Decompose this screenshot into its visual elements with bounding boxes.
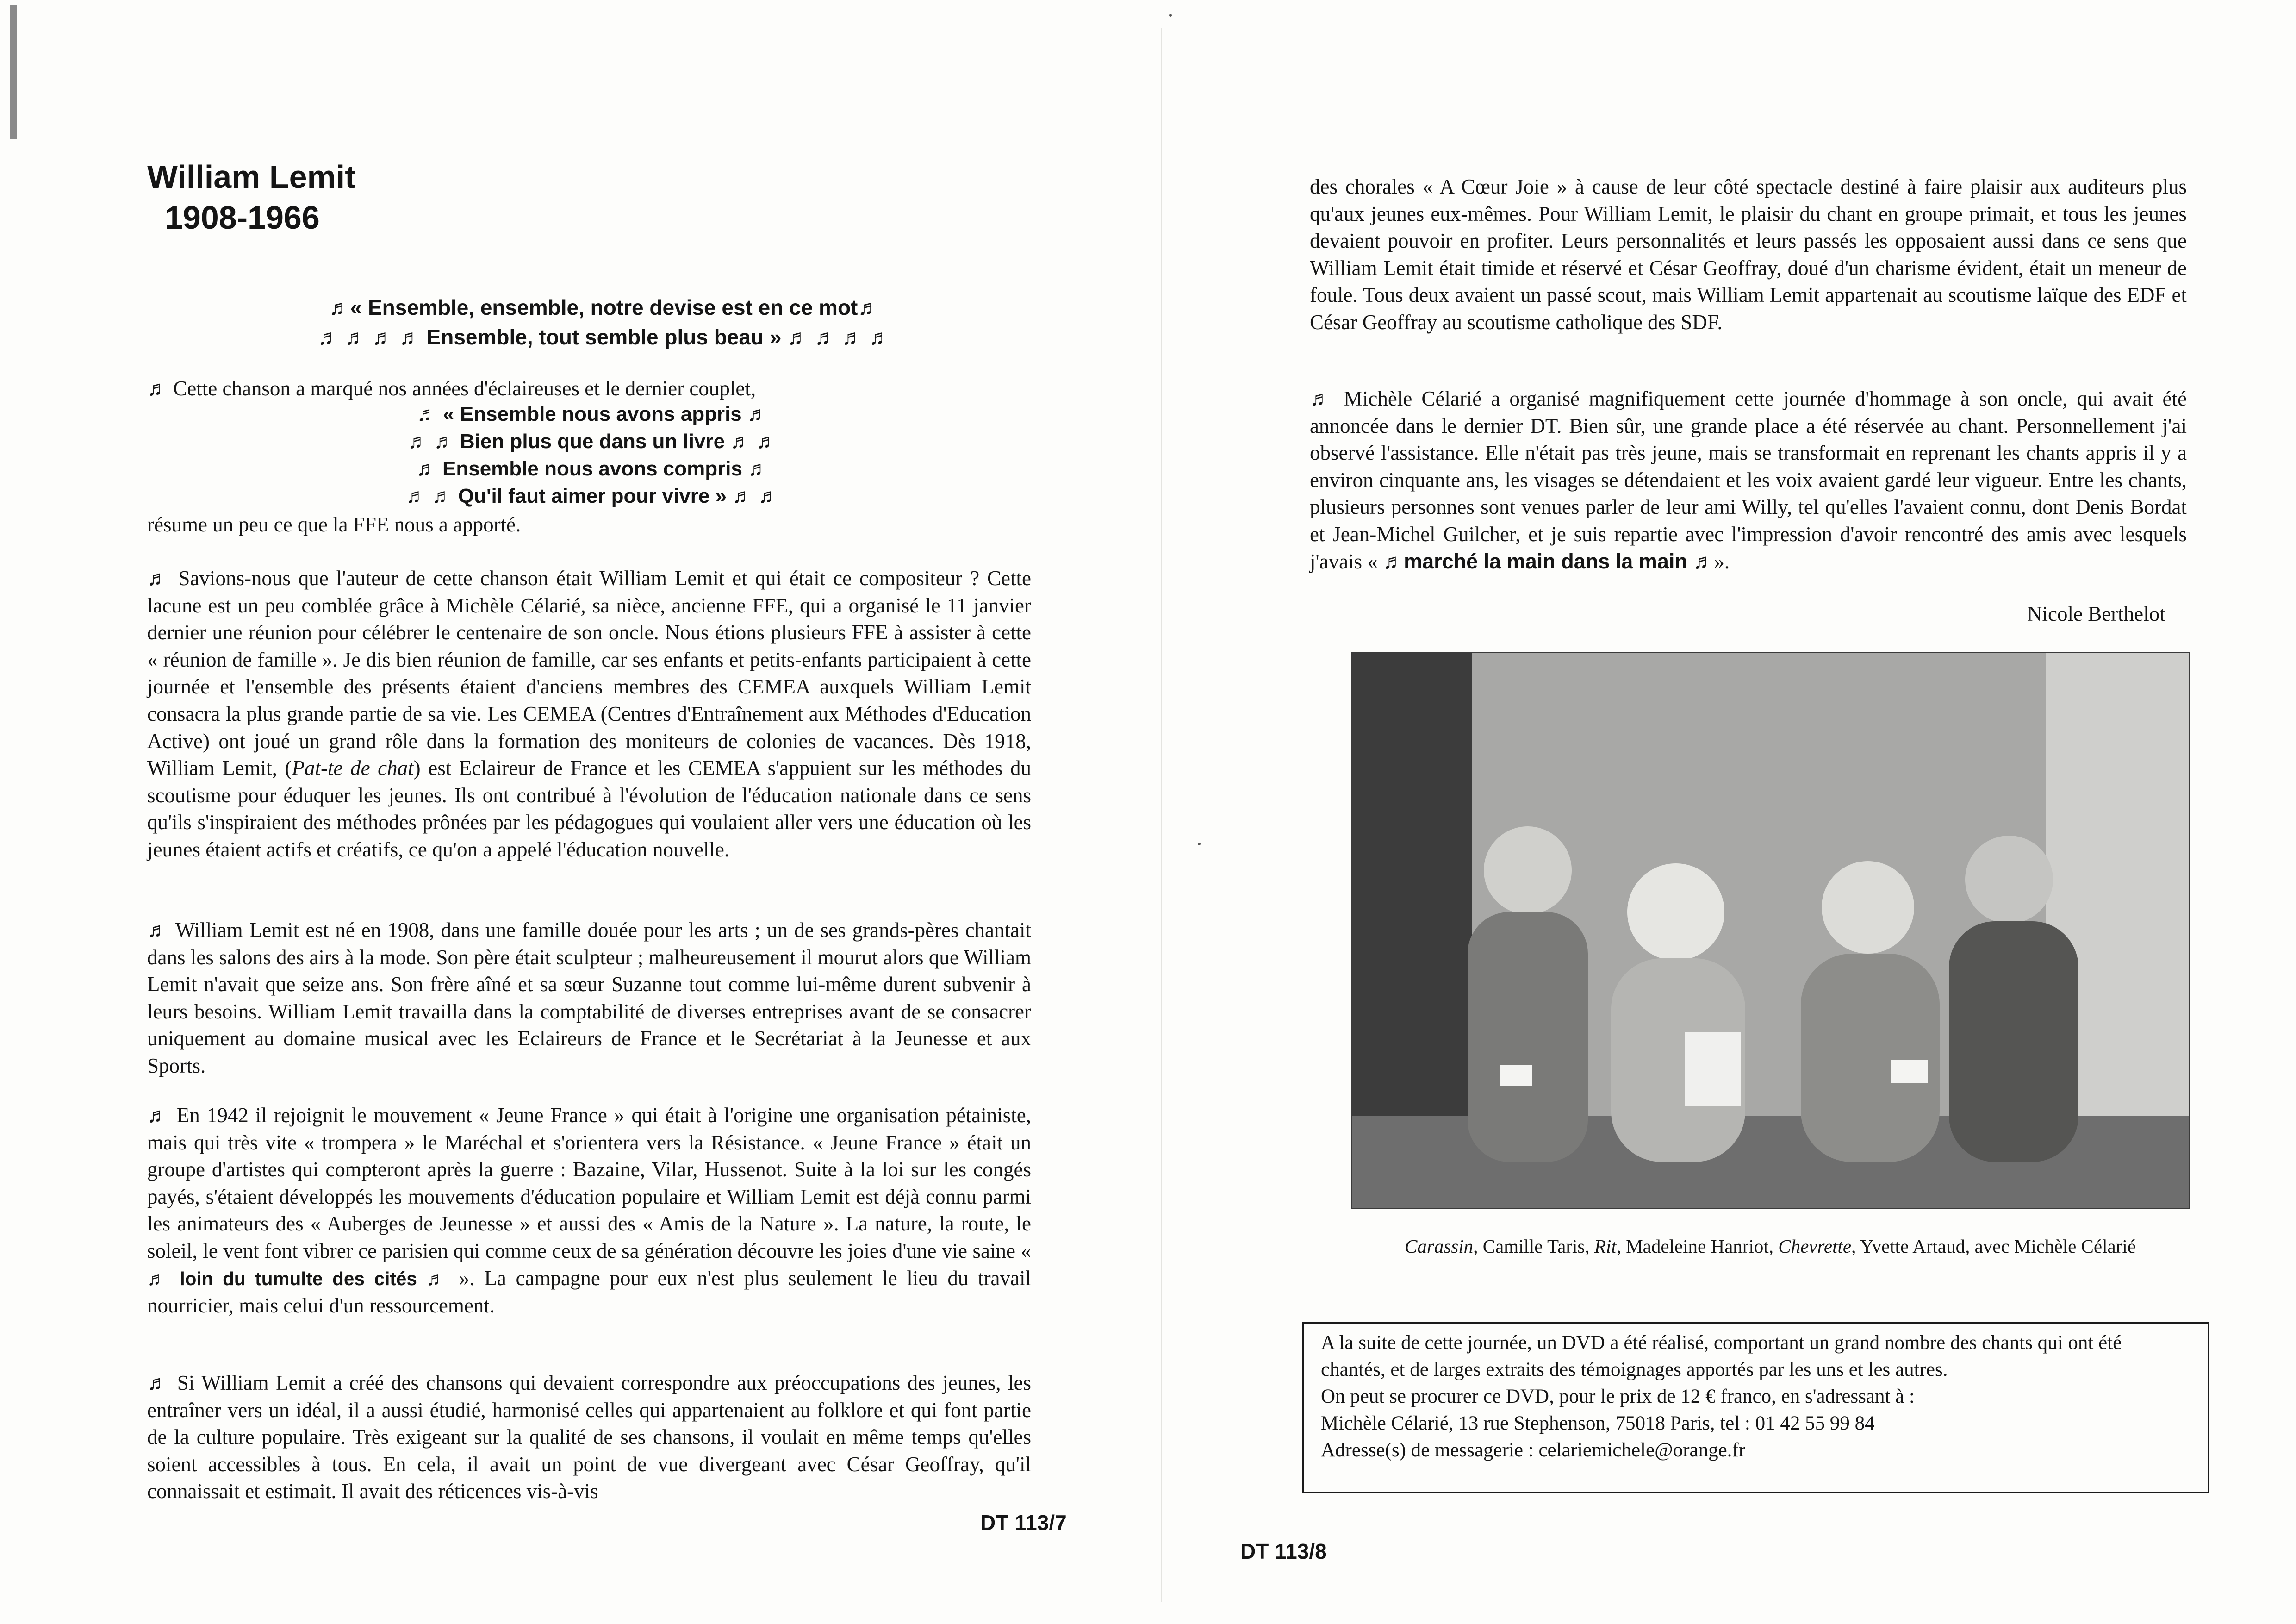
paragraph-choirs [1310,173,2187,336]
caption-text: , Yvette Artaud, avec Michèle Célarié [1851,1236,2136,1257]
intro-line: ♬ Cette chanson a marqué nos années d'éclaireuses et le dernier couplet, [147,377,756,400]
title-name: William Lemit [147,159,356,195]
paragraph-text: des chorales « A Cœur Joie » à cause de leur côté spectacle destiné à faire plaisir aux auditeurs plus qu'aux jeunes eux-mêmes. Pour William Lemit, le plaisir du chant en groupe primait, et tous les jeunes devaient pouvoir en profiter. Leurs personnalités et leurs passés les opposaient aussi dans ce sens que William Lemit était timide et réservé et César Geoffray, doué d'un charisme évident, était un meneur de foule. Tous deux avaient un passé scout, mais William Lemit appartenait au scoutisme laïque des EDF et César Geoffray au scoutisme catholique des SDF. [1310,175,2187,334]
paragraph-biography [147,917,1031,1080]
verse-line: ♬ « Ensemble nous avons appris ♬ [417,403,768,425]
paragraph-jeune-france [147,1102,1031,1319]
paragraph-text: ♬ William Lemit est né en 1908, dans une famille douée pour les arts ; un de ses grands-pères chantait dans les salons des airs à la mode. Son père était sculpteur ; malheureusement il mourut alors que William Lemit n'avait que seize ans. Son frère aîné et sa sœur Suzanne tout comme lui-même durent subvenir à leurs besoins. William Lemit travailla dans la comptabilité de diverses entreprises avant de se consacrer uniquement au domaine musical avec les Eclaireurs de France et le Secrétariat à la Jeunesse et aux Sports. [147,918,1031,1077]
paragraph-homage [1310,385,2187,575]
page-fold [1161,28,1162,1602]
dvd-contact-email: Adresse(s) de messagerie : celariemichele@orange.fr [1321,1439,1746,1461]
verse-line: ♬ ♬ Bien plus que dans un livre ♬ ♬ [408,430,777,453]
caption-text: , Madeleine Hanriot, [1616,1236,1779,1257]
dvd-contact-address: Michèle Célarié, 13 rue Stephenson, 75018 Paris, tel : 01 42 55 99 84 [1321,1412,1875,1434]
photo-caption [1338,1235,2203,1257]
caption-totem: Rit [1594,1236,1617,1257]
verse-line: ♬ Ensemble nous avons compris ♬ [416,457,769,480]
paragraph-text: ». [1714,550,1730,573]
paragraph-text: ) est Eclaireur de France et les CEMEA s'appuient sur les méthodes du scoutisme pour éduquer les jeunes. Ils ont contribué à l'évolution de l'éducation nationale dans ce sens qu'ils s'inspiraient des méthodes prônées par les pédagogues qui voulaient aller vers une éducation où les jeunes étaient actifs et créatifs, ce qu'on a appelé l'éducation nouvelle. [147,756,1031,861]
scan-speck [1198,843,1201,845]
paragraph-text: ♬ Michèle Célarié a organisé magnifiquement cette journée d'hommage à son oncle, qui avait été annoncée dans le dernier DT. Bien sûr, une grande place a été réservée au chant. Personnellement j'ai observé l'assistance. Elle n'était pas très jeune, mais se transformait en reprenant les chants appris il y a environ cinquante ans, les visages se détendaient et les voix avaient gardé leur vigueur. Entre les chants, plusieurs personnes sont venues parler de leur ami Willy, tel qu'elles l'avaient connu, dont Denis Bordat et Jean-Michel Guilcher, et je suis repartie avec l'impression d'avoir rencontré des amis avec lesquels j'avais « [1310,387,2187,573]
paragraph-text: ». La campagne pour eux n'est plus seulement le lieu du travail nourricier, mais celui d'un ressourcement. [147,1266,1032,1318]
scan-speck [1169,14,1172,17]
title-years: 1908-1966 [165,200,320,236]
motto-line: ♬« Ensemble, ensemble, notre devise est en ce mot♬ [329,295,879,319]
paragraph-text: ♬ En 1942 il rejoignit le mouvement « Jeune France » qui était à l'origine une organisation pétainiste, mais qui très vite « trompera » le Maréchal et s'orientera vers la Résistance. « Jeune France » était un groupe d'artistes qui compteront après la guerre : Bazaine, Vilar, Hussenot. Suite à la loi sur les congés payés, s'étaient développés les mouvements d'éducation populaire et William Lemit est déjà connu parmi les animateurs des « Auberges de Jeunesse » et aussi des « Amis de la Nature ». La nature, la route, le soleil, le vent font vibrer ce parisien qui comme ceux de sa génération découvre les joies d'une vie saine « [147,1104,1031,1262]
page-number: DT 113/8 [1240,1539,1327,1563]
dvd-info-box [1302,1322,2209,1493]
motto [305,293,902,352]
song-quote: ♬ loin du tumulte des cités ♬ [147,1268,450,1289]
group-photo [1351,652,2190,1209]
dvd-info-line: A la suite de cette journée, un DVD a été réalisé, comportant un grand nombre des chants qui ont été chantés, et de larges extraits des témoignages apportés par les uns et les autres. [1321,1332,2122,1380]
caption-totem: Chevrette [1778,1236,1852,1257]
totem-name: Pat-te de chat [292,756,414,780]
song-verse [384,400,801,510]
paragraph-text: ♬ Savions-nous que l'auteur de cette chanson était William Lemit et qui était ce compositeur ? Cette lacune est un peu comblée grâce à Michèle Célarié, sa nièce, ancienne FFE, qui a organisé le 11 janvier dernier une réunion pour célébrer le centenaire de son oncle. Nous étions plusieurs FFE à assister à cette « réunion de famille ». Je dis bien réunion de famille, car ses enfants et petits-enfants participaient à cette journée et l'ensemble des présents étaient d'anciens membres des CEMEA auxquels William Lemit consacra la plus grande partie de sa vie. Les CEMEA (Centres d'Entraînement aux Méthodes d'Education Active) ont joué un grand rôle dans la formation des moniteurs de colonies de vacances. Dès 1918, William Lemit, ( [147,567,1031,780]
song-quote: ♬marché la main dans la main ♬ [1383,549,1714,573]
page-number: DT 113/7 [980,1511,1067,1535]
article-title [147,156,356,238]
verse-line: ♬ ♬ Qu'il faut aimer pour vivre » ♬ ♬ [406,485,779,507]
dvd-info-line: On peut se procurer ce DVD, pour le prix de 12 € franco, en s'adressant à : [1321,1386,1915,1407]
paragraph-text: ♬ Si William Lemit a créé des chansons qui devaient correspondre aux préoccupations des jeunes, les entraîner vers un idéal, il a aussi étudié, harmonisé celles qui appartenaient au folklore et qui font partie de la culture populaire. Très exigeant sur la qualité de ses chansons, il voulait en même temps qu'elles soient accessibles à tous. En cela, il avait un point de vue divergeant avec César Geoffray, qu'il connaissait et estimait. Il avait des réticences vis-à-vis [147,1371,1031,1503]
caption-totem: Carassin [1405,1236,1474,1257]
paragraph-chansons [147,1369,1031,1505]
intro-end-line: résume un peu ce que la FFE nous a apporté. [147,513,521,536]
photo-illustration [1352,653,2189,1208]
scan-edge-mark [10,5,17,139]
motto-line: ♬ ♬ ♬ ♬ Ensemble, tout semble plus beau » ♬ ♬ ♬ ♬ [317,325,890,349]
intro-paragraph [147,375,1027,402]
caption-text: , Camille Taris, [1473,1236,1594,1257]
author-signature: Nicole Berthelot [2027,602,2165,625]
paragraph-author [147,565,1031,863]
intro-paragraph-end [147,511,1027,538]
